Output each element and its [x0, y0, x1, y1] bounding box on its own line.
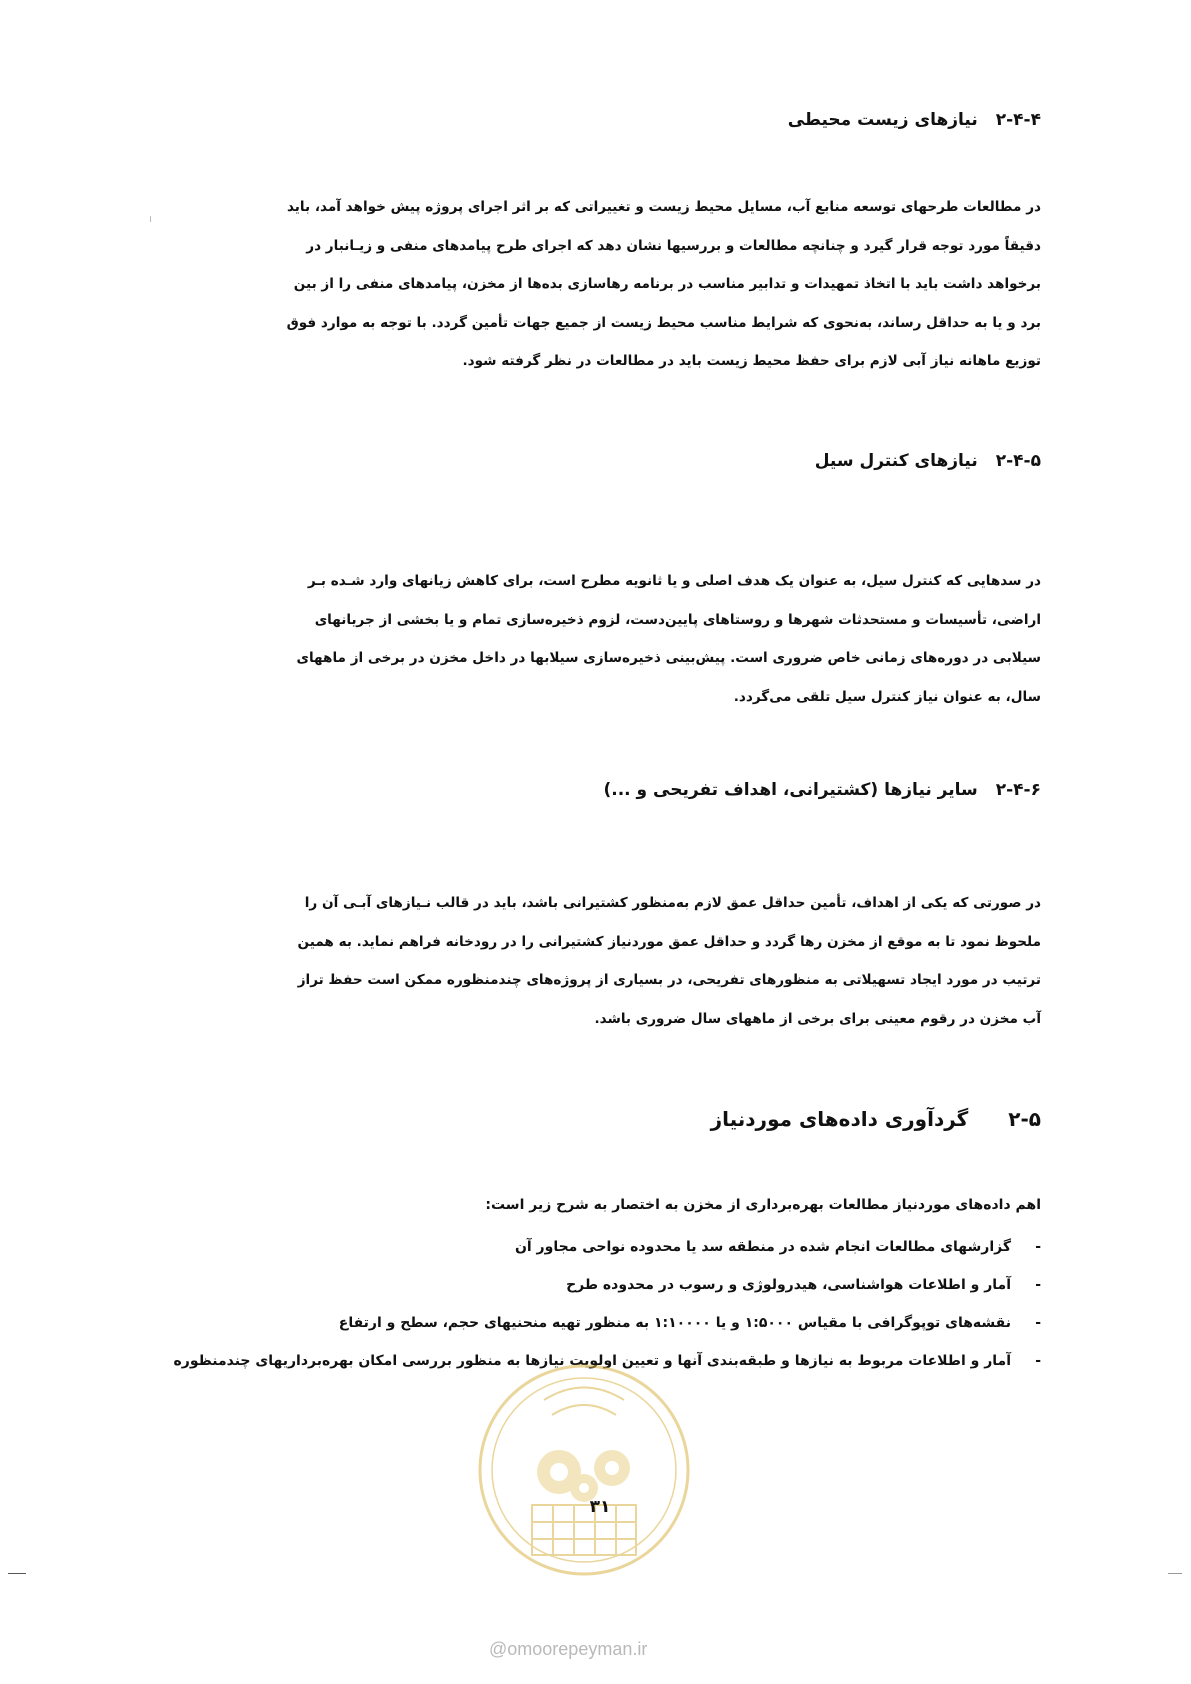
bullet-dash: - [1035, 1277, 1041, 1293]
paragraph-line: دقیقاً مورد توجه قرار گیرد و چنانچه مطالعات و بررسیها نشان دهد که اجرای طرح پیامدهای منفی و زیـانبار در [306, 237, 1041, 254]
section-number: ۲-۴-۴ [995, 110, 1041, 130]
list-item [151, 1228, 1041, 1266]
page-number: ۳۱ [589, 1497, 611, 1517]
section-title: نیازهای کنترل سیل [814, 451, 978, 471]
section-paragraph [151, 188, 1041, 381]
section-title: نیازهای زیست محیطی [787, 110, 978, 130]
margin-mark [8, 1573, 26, 1574]
section-title: گردآوری داده‌های موردنیاز [710, 1107, 969, 1131]
paragraph-line: سال، به عنوان نیاز کنترل سیل تلقی می‌گردد. [733, 688, 1041, 705]
paragraph-line: توزیع ماهانه نیاز آبی لازم برای حفظ محیط زیست باید در مطالعات در نظر گرفته شود. [462, 353, 1041, 369]
bullet-dash: - [1035, 1315, 1041, 1331]
section-intro: اهم داده‌های موردنیاز مطالعات بهره‌برداری از مخزن به اختصار به شرح زیر است: [485, 1197, 1041, 1213]
list-item-text: گزارشهای مطالعات انجام شده در منطقه سد یا محدوده نواحی مجاور آن [514, 1239, 1011, 1255]
list-item-text: آمار و اطلاعات هواشناسی، هیدرولوژی و رسوب در محدوده طرح [566, 1277, 1011, 1293]
margin-mark [1168, 1573, 1182, 1574]
section-paragraph [151, 562, 1041, 716]
bullet-dash: - [1035, 1353, 1041, 1369]
section-title: سایر نیازها (کشتیرانی، اهداف تفریحی و ...) [603, 780, 978, 800]
section-paragraph [151, 884, 1041, 1038]
list-item [151, 1266, 1041, 1304]
section-heading [815, 451, 1041, 471]
bullet-dash: - [1035, 1239, 1041, 1255]
paragraph-line: برد و یا به حداقل رساند، به‌نحوی که شرایط مناسب محیط زیست از جمیع جهات تأمین گردد. با توجه به موارد فوق [286, 314, 1041, 331]
paragraph-line: ترتیب در مورد ایجاد تسهیلاتی به منظورهای تفریحی، در بسیاری از پروژه‌های چندمنظوره ممکن است حفظ تراز [297, 972, 1041, 988]
major-section-heading [711, 1107, 1041, 1131]
section-number: ۲-۵ [1008, 1107, 1041, 1131]
paragraph-line: برخواهد داشت باید با اتخاذ تمهیدات و تدابیر مناسب در برنامه رهاسازی بده‌ها از مخزن، پیامدهای منفی را از بین [293, 276, 1041, 292]
list-item [151, 1304, 1041, 1342]
paragraph-line: سیلابی در دوره‌های زمانی خاص ضروری است. پیش‌بینی ذخیره‌سازی سیلابها در داخل مخزن در برخی از ماههای [296, 650, 1041, 666]
paragraph-line: در صورتی که یکی از اهداف، تأمین حداقل عمق لازم به‌منظور کشتیرانی باشد، باید در قالب نـیازهای آبـی آن را [304, 895, 1041, 911]
list-item-text: آمار و اطلاعات مربوط به نیازها و طبقه‌بندی آنها و تعیین اولویت نیازها به منظور بررسی امکان بهره‌برداریهای چندمنظوره [173, 1353, 1011, 1369]
section-heading [603, 780, 1041, 800]
paragraph-line: اراضی، تأسیسات و مستحدثات شهرها و روستاهای پایین‌دست، لزوم ذخیره‌سازی تمام و یا بخشی از جریانهای [314, 611, 1041, 628]
section-number: ۲-۴-۵ [995, 451, 1041, 471]
watermark-seal-icon [474, 1360, 694, 1580]
paragraph-line: آب مخزن در رقوم معینی برای برخی از ماههای سال ضروری باشد. [594, 1010, 1041, 1027]
paragraph-line: در سدهایی که کنترل سیل، به عنوان یک هدف اصلی و یا ثانویه مطرح است، برای کاهش زیانهای وارد شـده بـر [307, 573, 1041, 589]
paragraph-line: ملحوظ نمود تا به موقع از مخزن رها گردد و حداقل عمق موردنیاز کشتیرانی را در رودخانه فراهم نماید. به همین [297, 933, 1041, 950]
section-number: ۲-۴-۶ [995, 780, 1041, 800]
margin-tick [150, 216, 151, 222]
list-item-text: نقشه‌های توپوگرافی با مقیاس ۱:۵۰۰۰ و یا ۱:۱۰۰۰۰ به منظور تهیه منحنیهای حجم، سطح و ارتفاع [338, 1315, 1011, 1331]
watermark-url: @omoorepeyman.ir [489, 1639, 648, 1659]
section-heading [788, 110, 1041, 130]
data-requirements-list [151, 1228, 1041, 1380]
paragraph-line: در مطالعات طرحهای توسعه منابع آب، مسایل محیط زیست و تغییراتی که بر اثر اجرای پروژه پیش خواهد آمد، باید [286, 199, 1041, 215]
